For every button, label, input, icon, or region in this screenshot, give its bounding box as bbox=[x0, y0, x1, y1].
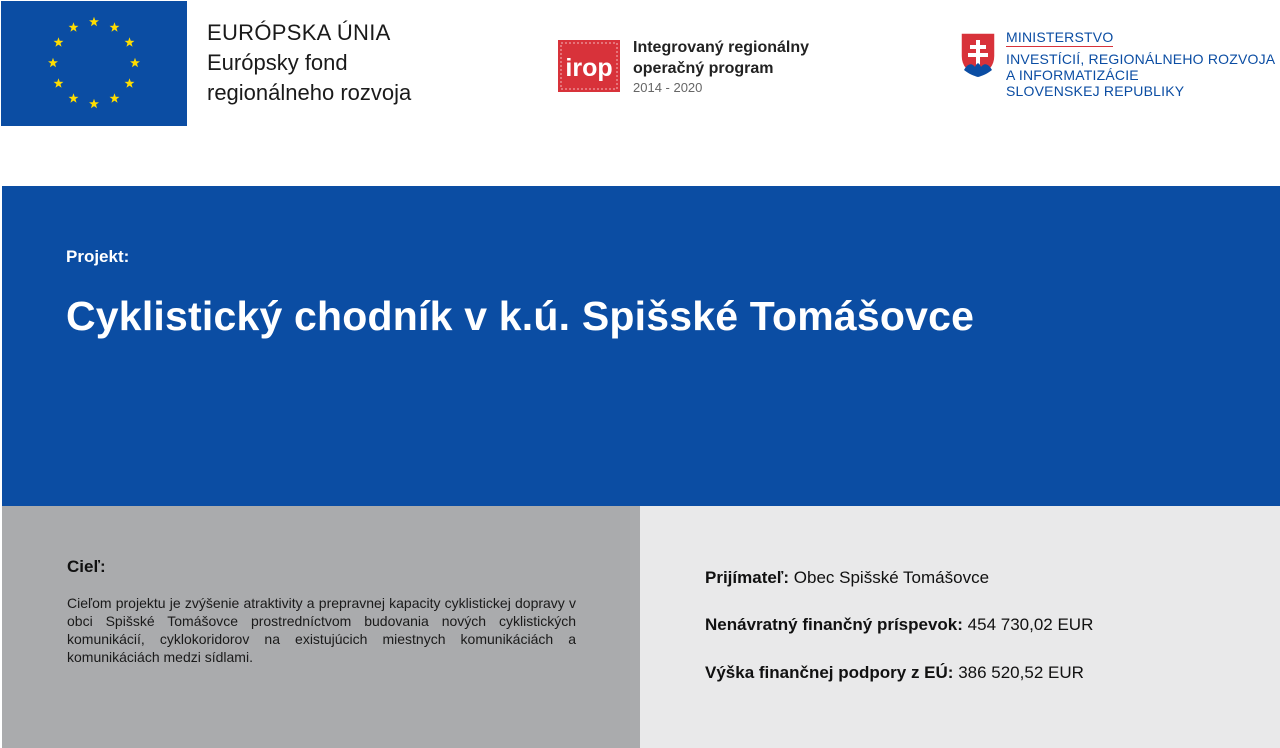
irop-years: 2014 - 2020 bbox=[633, 80, 703, 95]
irop-logo-icon bbox=[558, 40, 620, 92]
goal-panel bbox=[2, 506, 640, 748]
ministry-line3: A INFORMATIZÁCIE bbox=[1006, 67, 1139, 83]
eu-title: EURÓPSKA ÚNIA bbox=[207, 20, 391, 45]
grant-value: 454 730,02 EUR bbox=[967, 615, 1094, 634]
eu-support-label: Výška finančnej podpory z EÚ: bbox=[705, 663, 954, 682]
eu-support-row bbox=[705, 663, 1084, 683]
eu-flag-icon bbox=[1, 1, 187, 126]
project-title: Cyklistický chodník v k.ú. Spišské Tomášovce bbox=[66, 293, 975, 339]
ministry-line4: SLOVENSKEJ REPUBLIKY bbox=[1006, 83, 1185, 99]
grant-row bbox=[705, 615, 1093, 635]
ministry-line2: INVESTÍCIÍ, REGIONÁLNEHO ROZVOJA bbox=[1006, 51, 1276, 67]
project-banner bbox=[2, 186, 1280, 506]
eu-text-block bbox=[207, 18, 411, 108]
eu-fund-line-2: regionálneho rozvoja bbox=[207, 80, 412, 105]
recipient-value: Obec Spišské Tomášovce bbox=[793, 568, 990, 587]
eu-stars bbox=[1, 1, 187, 126]
slovak-crest-icon bbox=[960, 32, 996, 78]
project-label: Projekt: bbox=[66, 247, 130, 266]
irop-name-line2: operačný program bbox=[633, 60, 774, 77]
recipient-row bbox=[705, 568, 989, 588]
ministry-text-block bbox=[1006, 29, 1275, 99]
grant-label: Nenávratný finančný príspevok: bbox=[705, 615, 963, 634]
goal-title: Cieľ: bbox=[67, 557, 106, 576]
eu-fund-line: Európsky fond bbox=[207, 50, 348, 75]
recipient-label: Prijímateľ: bbox=[705, 568, 790, 587]
funding-info-panel bbox=[640, 506, 1280, 748]
eu-support-value: 386 520,52 EUR bbox=[958, 663, 1084, 682]
irop-name-line1: Integrovaný regionálny bbox=[633, 39, 810, 56]
ministry-title: MINISTERSTVO bbox=[1006, 29, 1114, 45]
irop-text-block bbox=[633, 37, 809, 97]
irop-logo-text: irop bbox=[565, 54, 613, 82]
goal-description: Cieľom projektu je zvýšenie atraktivity a prepravnej kapacity cyklistickej dopravy v obci Spišské Tomášovce prostredníctvom budovania nových cyklistických komunikácií, cyklokoridorov na existujúcich miestnych komunikáciách a komunikáciách medzi sídlami. bbox=[67, 595, 576, 665]
